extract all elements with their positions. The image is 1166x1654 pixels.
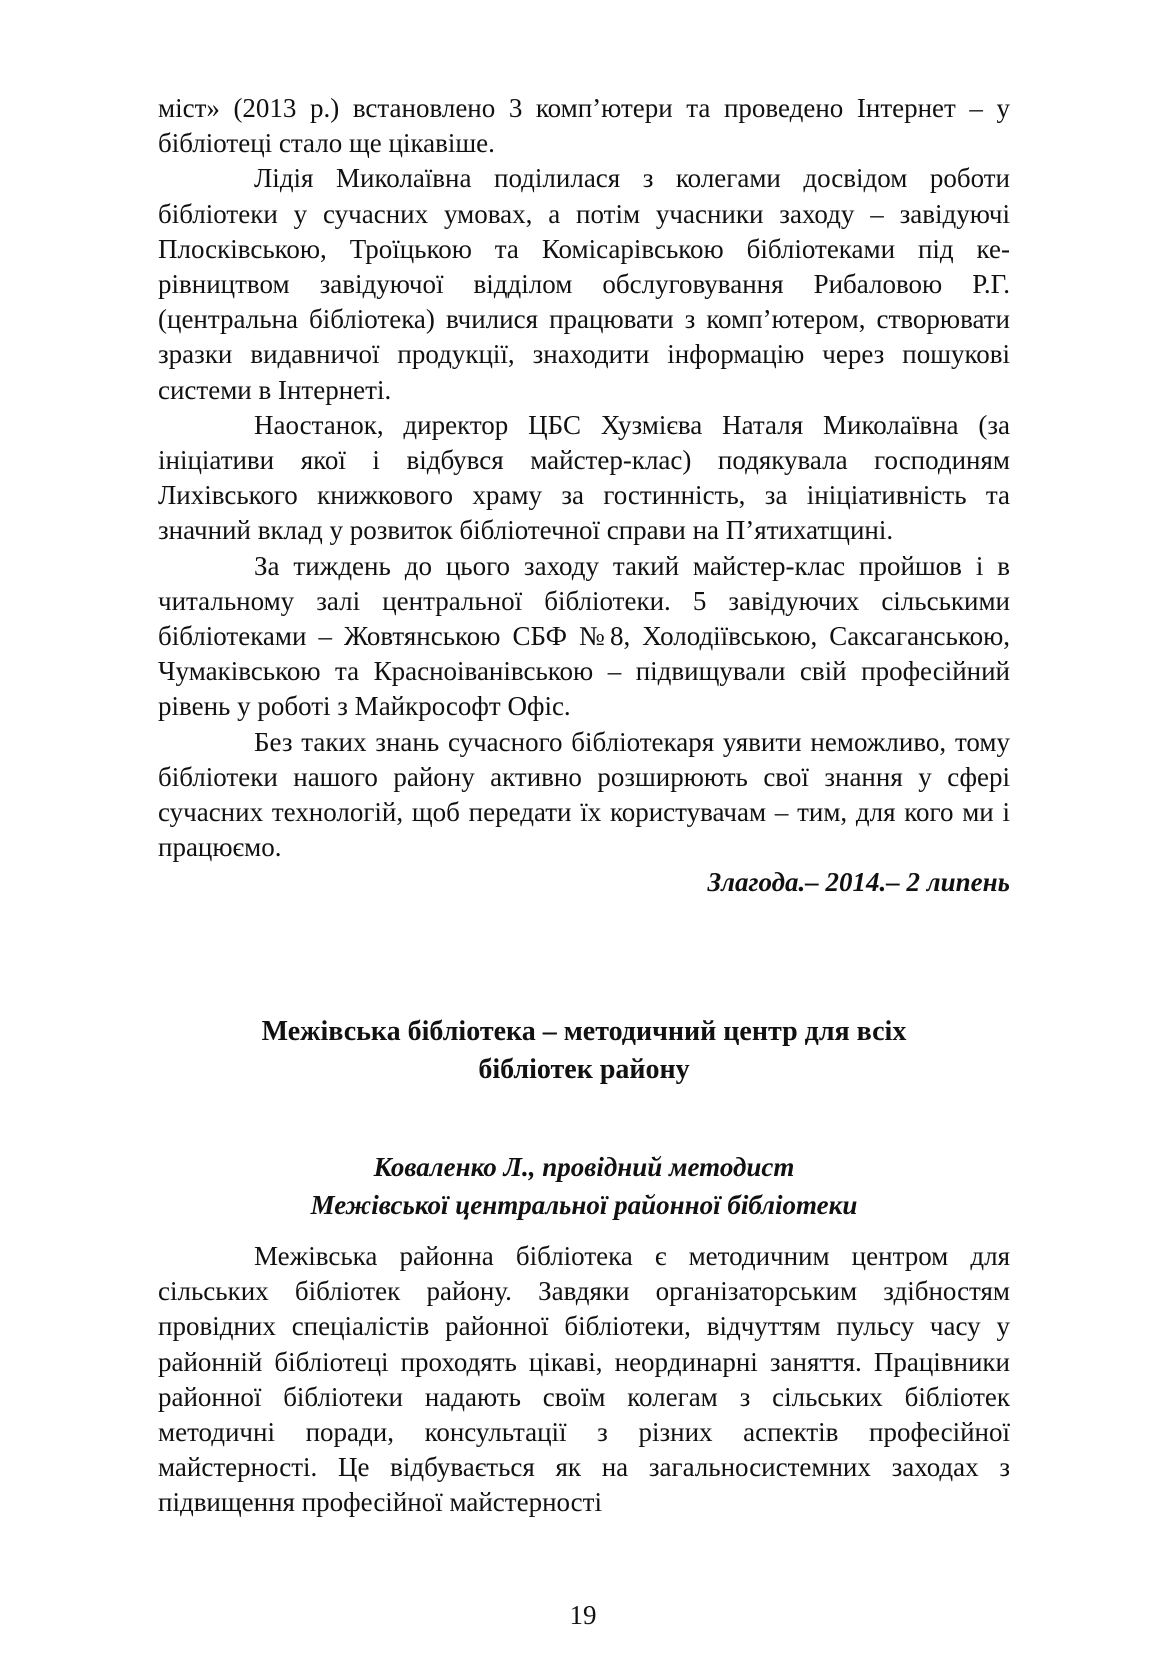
article-title-line: Межівська бібліотека – методичний центр для всіх: [261, 1016, 907, 1047]
article-body: [158, 1239, 1010, 1521]
body-paragraph: Без таких знань сучасного бібліотекаря уявити неможливо, тому бібліотеки нашого району активно розширюють свої знання у сфері сучасних технологій, щоб передати їх користувачам – тим, для кого ми і працюємо.: [158, 726, 1010, 863]
source-citation: Злагода.– 2014.– 2 липень: [707, 867, 1010, 898]
author-byline: [158, 1148, 1010, 1224]
page-number: 19: [569, 1600, 597, 1630]
article-title-line: бібліотек району: [478, 1054, 690, 1085]
body-paragraph: За тиждень до цього заходу такий майстер-клас пройшов і в читальному залі центральної бібліотеки. 5 завідуючих сільськими бібліотеками – Жовтянською СБФ №8, Холодіївською, Саксаганською, Чумаківською та Красноіванівською – підвищували свій професійний рівень у роботі з Майкрософт Офіс.: [158, 550, 1010, 722]
article-continuation: [158, 91, 1010, 901]
author-byline-line: Межівської центральної районної бібліотеки: [310, 1190, 858, 1220]
article-title: [158, 1013, 1010, 1089]
body-paragraph: Межівська районна бібліотека є методичним центром для сільських бібліотек району. Завдяки організаторським здібностям провідних спеціалістів районної бібліотеки, відчуттям пульсу часу у районній бібліотеці проходять цікаві, неординарні заняття. Працівники районної бібліотеки надають своїм колегам з сільських бібліотек методичні поради, консультації з різних аспектів професійної майстерності. Це відбувається як на загальносистемних заходах з підвищення професійної майстерності: [158, 1241, 1010, 1518]
body-paragraph: Наостанок, директор ЦБС Хузмієва Наталя Миколаївна (за ініціативи якої і відбувся майстер-клас) подякувала господиням Лихівського книжкового храму за гостинність, за ініціативність та значний вклад у розвиток бібліотечної справи на П’ятихатщині.: [158, 409, 1010, 546]
body-paragraph: міст» (2013 р.) встановлено 3 комп’ютери та проведено Інтернет – у бібліотеці стало ще цікавіше.: [158, 93, 1010, 159]
body-paragraph: Лідія Миколаївна поділилася з колегами досвідом роботи бібліотеки у сучасних умовах, а потім учасники заходу – завідуючі Плосківською, Троїцькою та Комісарівською бібліотеками під керівництвом завідуючої відділом обслуговування Рибаловою Р.Г. (центральна бібліотека) вчилися працювати з комп’ютером, створювати зразки видавничої продукції, знаходити інформацію через пошукові системи в Інтернеті.: [158, 163, 1010, 405]
author-byline-line: Коваленко Л., провідний методист: [373, 1152, 795, 1182]
